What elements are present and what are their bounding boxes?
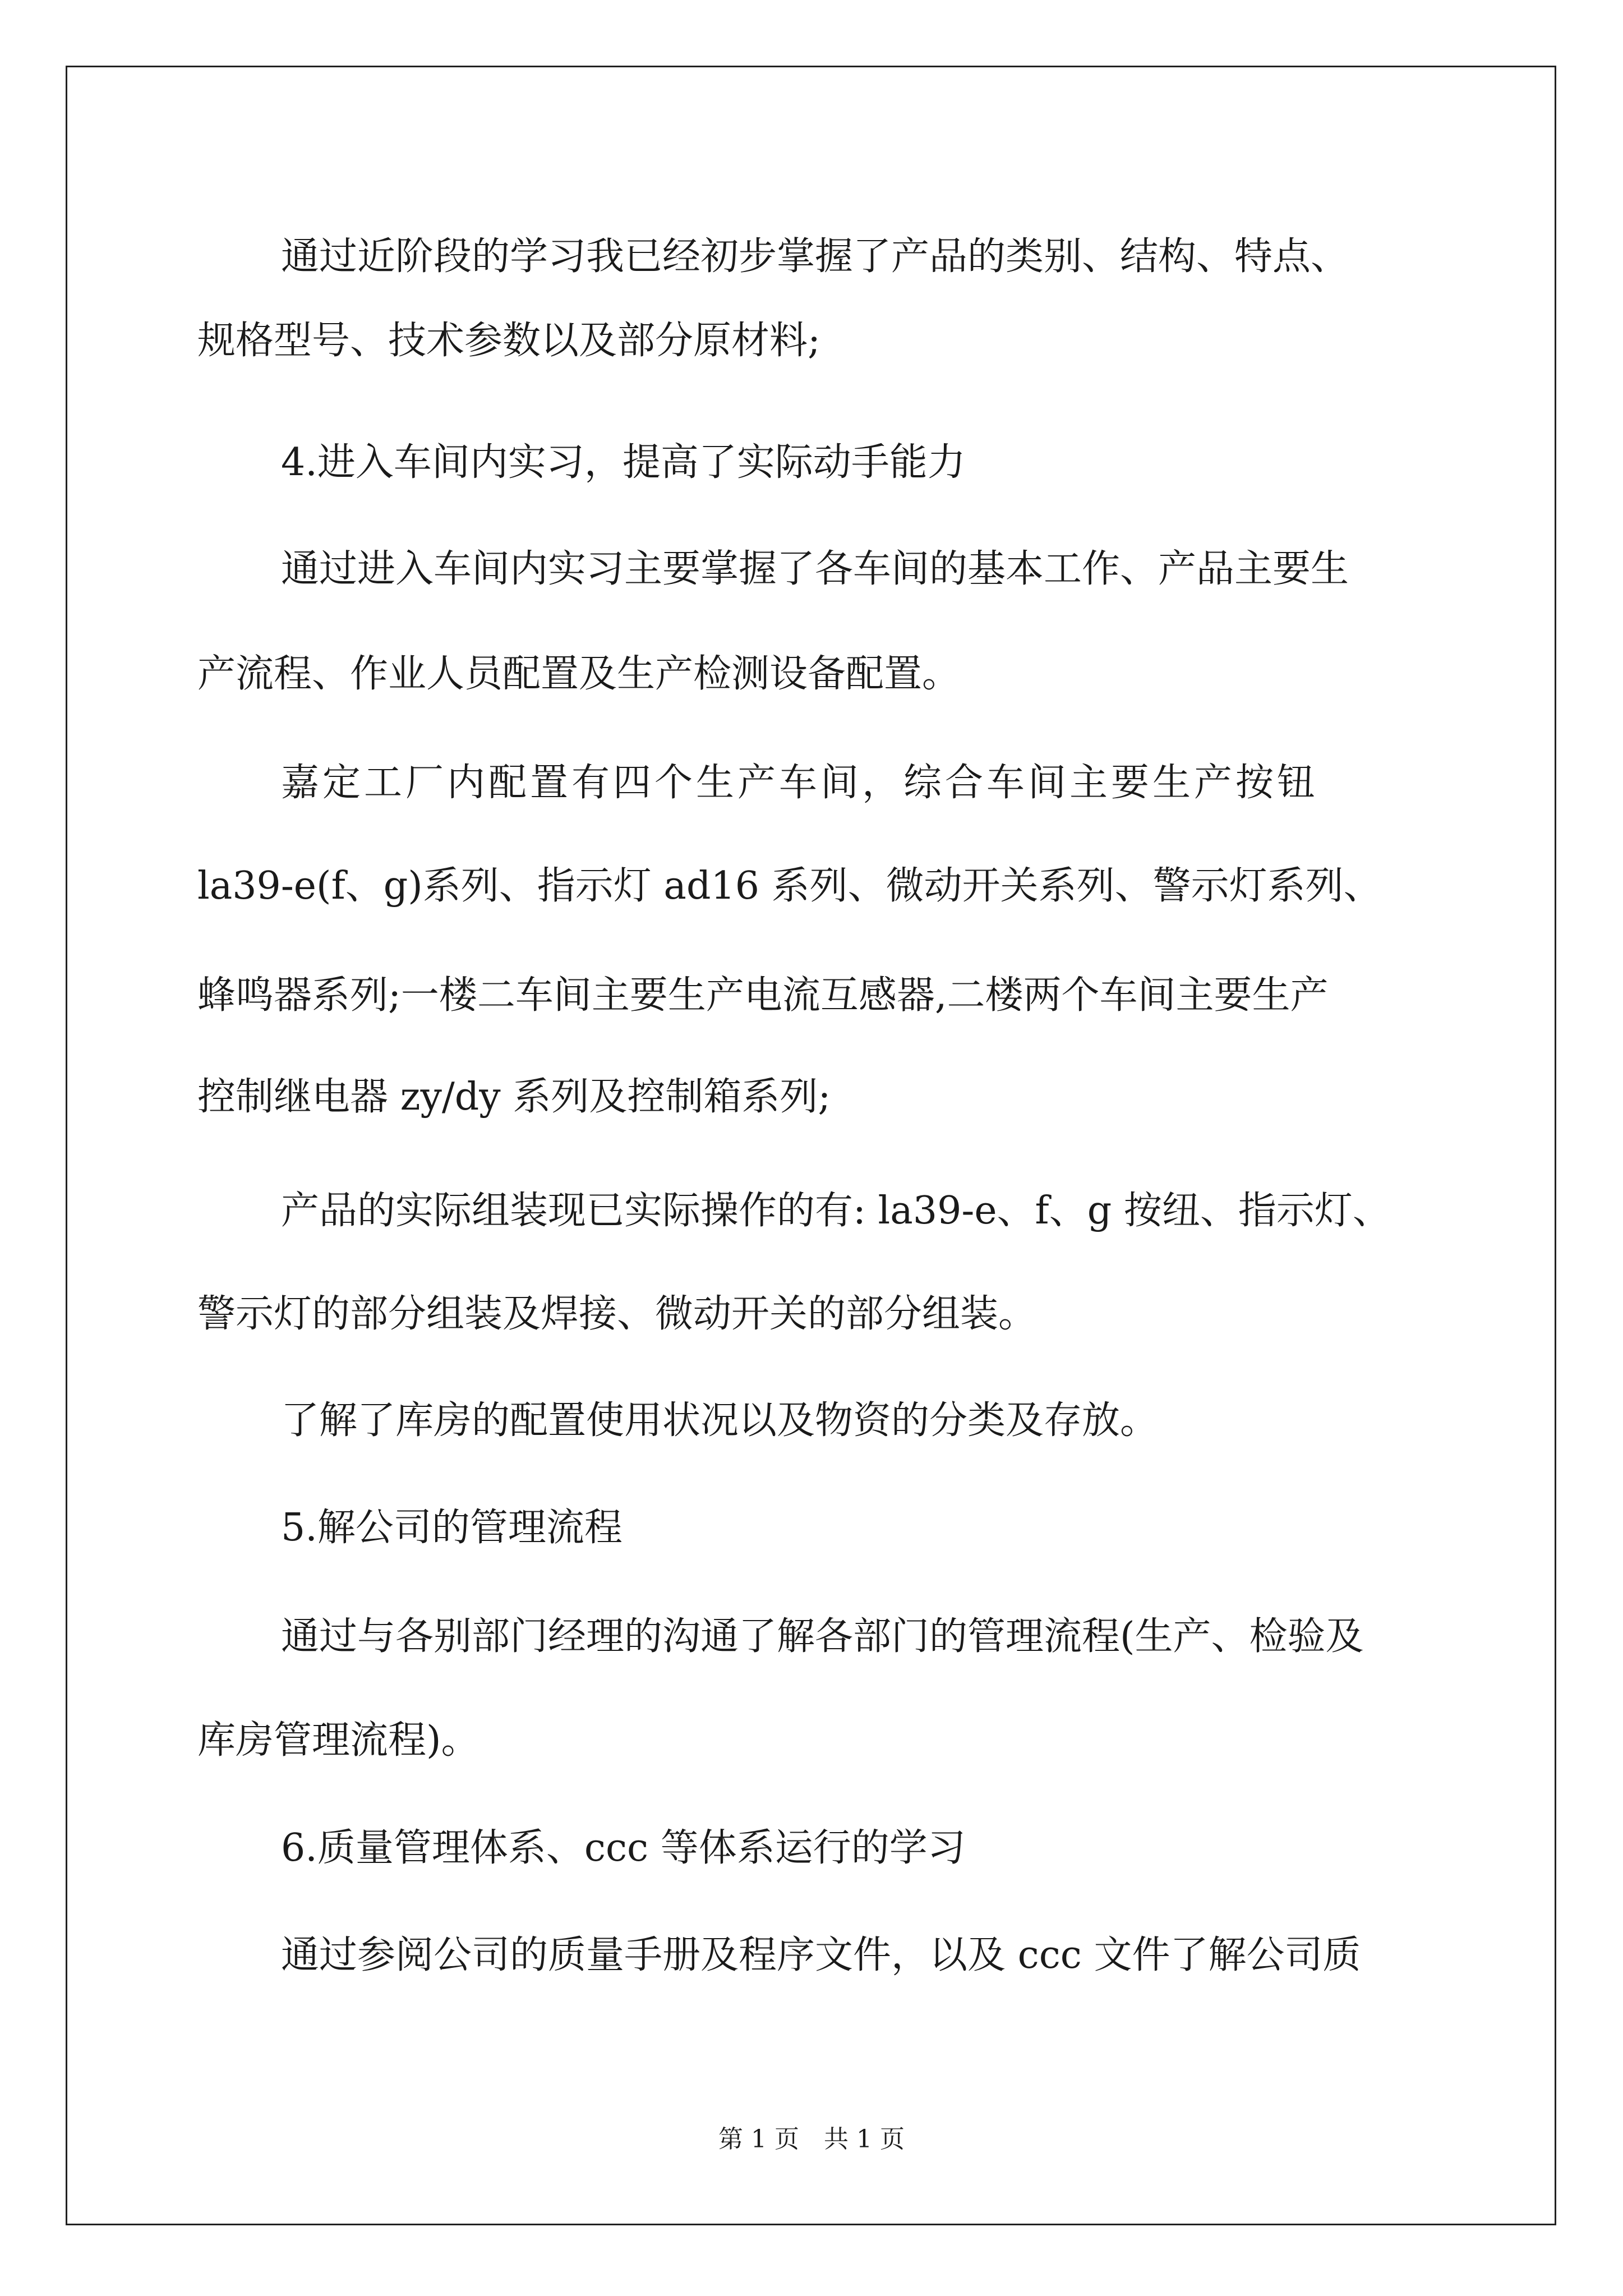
section-heading: 5.解公司的管理流程 bbox=[281, 1506, 623, 1550]
section-heading: 4.进入车间内实习，提高了实际动手能力 bbox=[281, 440, 966, 485]
paragraph-line: 了解了库房的配置使用状况以及物资的分类及存放。 bbox=[281, 1398, 1159, 1443]
paragraph-line: 规格型号、技术参数以及部分原材料; bbox=[197, 319, 820, 363]
paragraph-line: 产品的实际组装现已实际操作的有: la39-e、f、g 按纽、指示灯、 bbox=[281, 1189, 1391, 1233]
paragraph-line: 通过与各别部门经理的沟通了解各部门的管理流程(生产、检验及 bbox=[281, 1614, 1364, 1659]
paragraph-line: 通过参阅公司的质量手册及程序文件，以及 ccc 文件了解公司质 bbox=[281, 1933, 1361, 1977]
page-footer: 第 1 页 共 1 页 bbox=[718, 2125, 905, 2154]
paragraph-line: 通过近阶段的学习我已经初步掌握了产品的类别、结构、特点、 bbox=[281, 234, 1349, 279]
paragraph-line: 库房管理流程)。 bbox=[197, 1718, 479, 1763]
page-border bbox=[66, 66, 1556, 2225]
paragraph-line: 控制继电器 zy/dy 系列及控制箱系列; bbox=[197, 1075, 831, 1119]
section-heading: 6.质量管理体系、ccc 等体系运行的学习 bbox=[281, 1826, 966, 1870]
paragraph-line: 嘉定工厂内配置有四个生产车间，综合车间主要生产按钮 bbox=[281, 761, 1319, 805]
paragraph-line: 警示灯的部分组装及焊接、微动开关的部分组装。 bbox=[197, 1292, 1037, 1336]
paragraph-line: la39-e(f、g)系列、指示灯 ad16 系列、微动开关系列、警示灯系列、 bbox=[197, 864, 1382, 908]
paragraph-line: 产流程、作业人员配置及生产检测设备配置。 bbox=[197, 652, 961, 696]
paragraph-line: 通过进入车间内实习主要掌握了各车间的基本工作、产品主要生 bbox=[281, 547, 1349, 591]
paragraph-line: 蜂鸣器系列;一楼二车间主要生产电流互感器,二楼两个车间主要生产 bbox=[197, 973, 1329, 1018]
